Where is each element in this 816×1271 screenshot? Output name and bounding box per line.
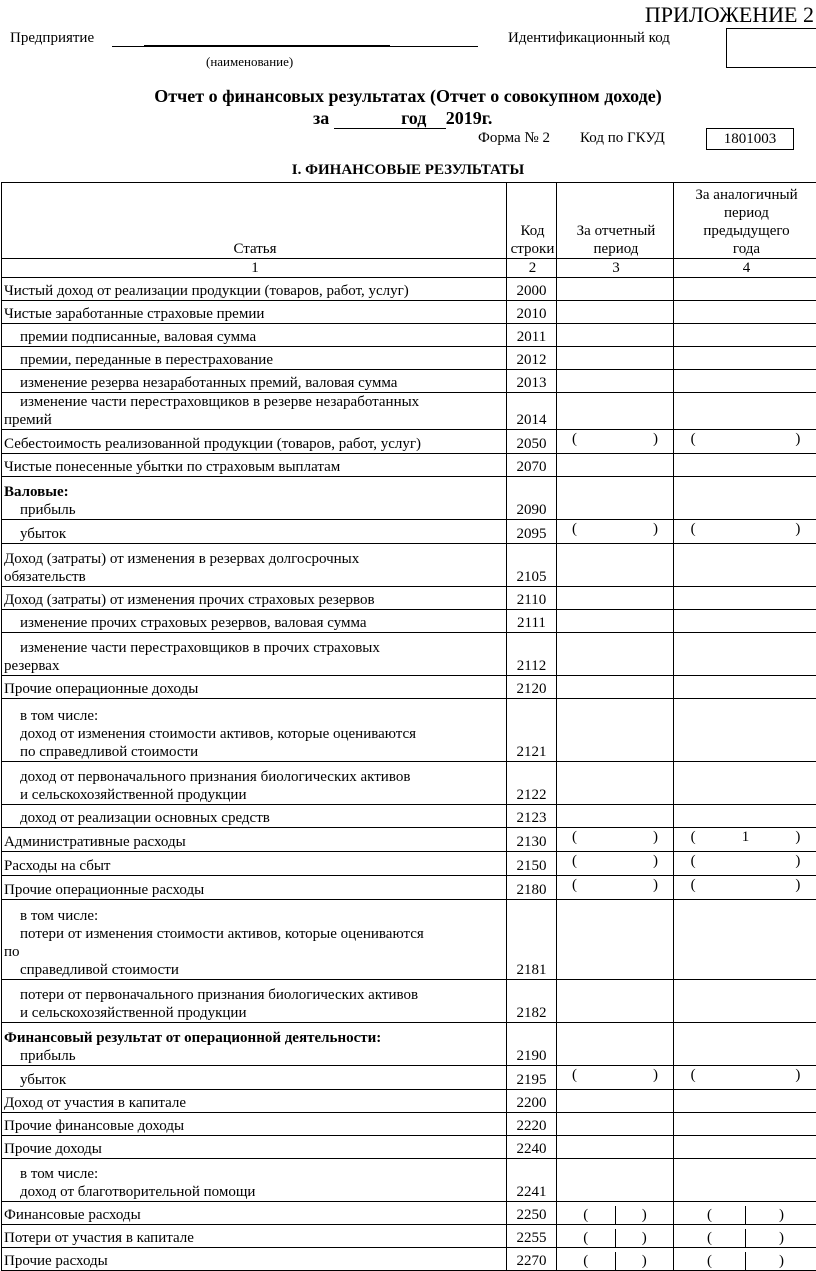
row-label-line: премий xyxy=(4,411,506,429)
financial-results-table xyxy=(1,182,816,1271)
row-label-line: Доход (затраты) от изменения в резервах долгосрочных xyxy=(4,550,506,568)
value-previous-period[interactable] xyxy=(674,980,816,1023)
row-code: 2122 xyxy=(507,762,557,805)
table-row xyxy=(2,1202,816,1225)
value-current-period[interactable]: ( ) xyxy=(557,1225,674,1248)
row-label-line: и сельскохозяйственной продукции xyxy=(4,1004,506,1022)
row-label: Финансовые расходы xyxy=(2,1202,507,1225)
row-code: 2180 xyxy=(507,876,557,900)
table-row xyxy=(2,876,816,900)
row-label: Прочие операционные расходы xyxy=(2,876,507,900)
row-code: 2255 xyxy=(507,1225,557,1248)
period-year: 2019г. xyxy=(446,108,493,128)
value-previous-period[interactable] xyxy=(674,347,816,370)
row-label: убыток xyxy=(2,520,507,544)
row-code: 2123 xyxy=(507,805,557,828)
table-row xyxy=(2,1136,816,1159)
period-blank[interactable] xyxy=(334,108,382,129)
report-period xyxy=(313,108,492,129)
row-label: Прочие операционные доходы xyxy=(2,676,507,699)
row-code: 2250 xyxy=(507,1202,557,1225)
row-label-line: прибыль xyxy=(4,1047,506,1065)
row-label: изменение прочих страховых резервов, валовая сумма xyxy=(2,610,507,633)
row-label xyxy=(2,393,507,430)
row-code: 2241 xyxy=(507,1159,557,1202)
period-prefix: за xyxy=(313,108,329,128)
row-label-line: Финансовый результат от операционной деятельности: xyxy=(4,1029,506,1047)
enterprise-caption: (наименование) xyxy=(206,54,293,70)
column-number: 1 xyxy=(2,259,507,278)
row-label xyxy=(2,762,507,805)
value-current-period[interactable] xyxy=(557,699,674,762)
value-current-period[interactable] xyxy=(557,762,674,805)
form-number: Форма № 2 xyxy=(478,130,550,147)
row-label-line: и сельскохозяйственной продукции xyxy=(4,786,506,804)
row-label-line: потери от изменения стоимости активов, которые оцениваются xyxy=(4,925,506,943)
value-current-period[interactable] xyxy=(557,544,674,587)
row-label: Потери от участия в капитале xyxy=(2,1225,507,1248)
row-label-line: в том числе: xyxy=(4,907,506,925)
row-label-line: доход от изменения стоимости активов, которые оцениваются xyxy=(4,725,506,743)
row-label: Себестоимость реализованной продукции (товаров, работ, услуг) xyxy=(2,430,507,454)
value-previous-period[interactable] xyxy=(674,393,816,430)
header-previous: За аналогичный период предыдущего года xyxy=(674,183,816,259)
table-row xyxy=(2,1023,816,1066)
table-row xyxy=(2,852,816,876)
row-code: 2181 xyxy=(507,900,557,980)
row-label: Чистые заработанные страховые премии xyxy=(2,301,507,324)
table-row xyxy=(2,477,816,520)
value-current-period[interactable] xyxy=(557,1113,674,1136)
column-number: 4 xyxy=(674,259,816,278)
row-label-line: резервах xyxy=(4,657,506,675)
value-previous-period[interactable] xyxy=(674,324,816,347)
row-code: 2182 xyxy=(507,980,557,1023)
table-row xyxy=(2,676,816,699)
row-code: 2000 xyxy=(507,278,557,301)
header-article: Статья xyxy=(2,183,507,259)
value-previous-period[interactable] xyxy=(674,762,816,805)
value-current-period[interactable] xyxy=(557,301,674,324)
value-current-period[interactable] xyxy=(557,900,674,980)
table-row xyxy=(2,900,816,980)
row-label xyxy=(2,900,507,980)
table-row xyxy=(2,762,816,805)
row-code: 2150 xyxy=(507,852,557,876)
row-label xyxy=(2,699,507,762)
row-code: 2012 xyxy=(507,347,557,370)
gkud-value: 1801003 xyxy=(706,128,794,150)
value-previous-period[interactable]: ( ) xyxy=(674,852,816,876)
row-code: 2050 xyxy=(507,430,557,454)
table-row xyxy=(2,828,816,852)
value-current-period[interactable] xyxy=(557,278,674,301)
value-previous-period[interactable] xyxy=(674,1113,816,1136)
value-previous-period[interactable]: ( ) xyxy=(674,876,816,900)
table-row xyxy=(2,1248,816,1271)
value-previous-period[interactable]: ( ) xyxy=(674,1225,816,1248)
table-row xyxy=(2,324,816,347)
value-current-period[interactable] xyxy=(557,1159,674,1202)
row-code: 2110 xyxy=(507,587,557,610)
table-row xyxy=(2,347,816,370)
row-label: доход от реализации основных средств xyxy=(2,805,507,828)
value-current-period[interactable] xyxy=(557,805,674,828)
row-label: Прочие доходы xyxy=(2,1136,507,1159)
value-current-period[interactable] xyxy=(557,980,674,1023)
row-label xyxy=(2,544,507,587)
gkud-label: Код по ГКУД xyxy=(580,130,665,147)
value-previous-period[interactable]: ( ) xyxy=(674,1066,816,1090)
table-row xyxy=(2,980,816,1023)
value-current-period[interactable]: ( ) xyxy=(557,1066,674,1090)
row-label: изменение резерва незаработанных премий, валовая сумма xyxy=(2,370,507,393)
row-code: 2105 xyxy=(507,544,557,587)
table-row xyxy=(2,587,816,610)
section-title: I. ФИНАНСОВЫЕ РЕЗУЛЬТАТЫ xyxy=(0,162,816,179)
id-code-box[interactable] xyxy=(726,28,816,68)
row-label-line: потери от первоначального признания биологических активов xyxy=(4,986,506,1004)
value-previous-period[interactable]: ( ) xyxy=(674,1248,816,1271)
table-row xyxy=(2,544,816,587)
value-previous-period[interactable] xyxy=(674,610,816,633)
value-previous-period[interactable]: ( ) xyxy=(674,1202,816,1225)
value-previous-period[interactable] xyxy=(674,477,816,520)
table-row xyxy=(2,278,816,301)
row-code: 2090 xyxy=(507,477,557,520)
value-previous-period[interactable]: ( ) 1 xyxy=(674,828,816,852)
value-previous-period[interactable] xyxy=(674,370,816,393)
row-code: 2010 xyxy=(507,301,557,324)
value-previous-period[interactable] xyxy=(674,699,816,762)
value-current-period[interactable] xyxy=(557,587,674,610)
row-label: Расходы на сбыт xyxy=(2,852,507,876)
row-label: Доход от участия в капитале xyxy=(2,1090,507,1113)
value-current-period[interactable] xyxy=(557,610,674,633)
value-previous-period[interactable] xyxy=(674,1159,816,1202)
table-row xyxy=(2,633,816,676)
table-row xyxy=(2,1159,816,1202)
table-row xyxy=(2,699,816,762)
value-previous-period[interactable] xyxy=(674,544,816,587)
row-label-line: доход от благотворительной помощи xyxy=(4,1183,506,1201)
row-label: Административные расходы xyxy=(2,828,507,852)
row-label: Прочие расходы xyxy=(2,1248,507,1271)
row-label-line: прибыль xyxy=(4,501,506,519)
header-code: Код строки xyxy=(507,183,557,259)
table-row xyxy=(2,370,816,393)
column-number: 3 xyxy=(557,259,674,278)
row-label-line: изменение части перестраховщиков в резерве незаработанных xyxy=(4,393,506,411)
value-current-period[interactable] xyxy=(557,676,674,699)
value-previous-period[interactable] xyxy=(674,587,816,610)
row-label-line: справедливой стоимости xyxy=(4,961,506,979)
value-previous-period[interactable] xyxy=(674,633,816,676)
row-label: Доход (затраты) от изменения прочих страховых резервов xyxy=(2,587,507,610)
value-previous-period[interactable] xyxy=(674,301,816,324)
row-label-line: изменение части перестраховщиков в прочих страховых xyxy=(4,639,506,657)
row-code: 2130 xyxy=(507,828,557,852)
value-current-period[interactable] xyxy=(557,1136,674,1159)
table-row xyxy=(2,454,816,477)
column-number-row xyxy=(2,259,816,278)
value-previous-period[interactable] xyxy=(674,805,816,828)
row-code: 2013 xyxy=(507,370,557,393)
report-title: Отчет о финансовых результатах (Отчет о совокупном доходе) xyxy=(0,86,816,107)
row-code: 2120 xyxy=(507,676,557,699)
value-current-period[interactable] xyxy=(557,1090,674,1113)
value-previous-period[interactable] xyxy=(674,1136,816,1159)
column-number: 2 xyxy=(507,259,557,278)
row-label: Чистый доход от реализации продукции (товаров, работ, услуг) xyxy=(2,278,507,301)
row-code: 2220 xyxy=(507,1113,557,1136)
table-row xyxy=(2,1225,816,1248)
row-code: 2121 xyxy=(507,699,557,762)
value-current-period[interactable]: ( ) xyxy=(557,876,674,900)
period-word: год xyxy=(382,108,446,129)
row-label: Чистые понесенные убытки по страховым выплатам xyxy=(2,454,507,477)
value-current-period[interactable] xyxy=(557,1023,674,1066)
row-label xyxy=(2,633,507,676)
row-label xyxy=(2,1159,507,1202)
value-previous-period[interactable] xyxy=(674,1090,816,1113)
value-current-period[interactable]: ( ) xyxy=(557,1202,674,1225)
row-label-line: в том числе: xyxy=(4,1165,506,1183)
enterprise-label: Предприятие xyxy=(10,30,94,47)
table-row xyxy=(2,1066,816,1090)
table-row xyxy=(2,1113,816,1136)
value-current-period[interactable] xyxy=(557,393,674,430)
row-code: 2200 xyxy=(507,1090,557,1113)
enterprise-name-underline xyxy=(144,45,390,47)
table-row xyxy=(2,1090,816,1113)
row-code: 2111 xyxy=(507,610,557,633)
value-previous-period[interactable]: ( ) xyxy=(674,520,816,544)
header-current: За отчетный период xyxy=(557,183,674,259)
table-row xyxy=(2,301,816,324)
value-current-period[interactable]: ( ) xyxy=(557,828,674,852)
row-label: Прочие финансовые доходы xyxy=(2,1113,507,1136)
row-label xyxy=(2,980,507,1023)
value-current-period[interactable] xyxy=(557,324,674,347)
row-label-line: в том числе: xyxy=(4,707,506,725)
value-previous-period[interactable] xyxy=(674,676,816,699)
table-row xyxy=(2,805,816,828)
row-code: 2112 xyxy=(507,633,557,676)
value-current-period[interactable]: ( ) xyxy=(557,520,674,544)
row-code: 2095 xyxy=(507,520,557,544)
row-label: премии, переданные в перестрахование xyxy=(2,347,507,370)
value-current-period[interactable] xyxy=(557,370,674,393)
value-previous-period[interactable]: ( ) xyxy=(674,430,816,454)
row-code: 2195 xyxy=(507,1066,557,1090)
row-code: 2190 xyxy=(507,1023,557,1066)
value-current-period[interactable] xyxy=(557,454,674,477)
table-row xyxy=(2,520,816,544)
row-label-line: по справедливой стоимости xyxy=(4,743,506,761)
appendix-label: ПРИЛОЖЕНИЕ 2 xyxy=(645,2,814,28)
row-code: 2240 xyxy=(507,1136,557,1159)
row-label xyxy=(2,477,507,520)
value-current-period[interactable] xyxy=(557,633,674,676)
row-label-line: обязательств xyxy=(4,568,506,586)
id-code-label: Идентификационный код xyxy=(508,30,670,47)
row-code: 2014 xyxy=(507,393,557,430)
row-label: убыток xyxy=(2,1066,507,1090)
value-current-period[interactable]: ( ) xyxy=(557,430,674,454)
value-previous-period[interactable] xyxy=(674,900,816,980)
row-code: 2070 xyxy=(507,454,557,477)
row-label-line: по xyxy=(4,943,506,961)
row-code: 2011 xyxy=(507,324,557,347)
value-current-period[interactable] xyxy=(557,477,674,520)
value-previous-period[interactable] xyxy=(674,278,816,301)
row-label xyxy=(2,1023,507,1066)
row-label-line: доход от первоначального признания биологических активов xyxy=(4,768,506,786)
row-code: 2270 xyxy=(507,1248,557,1271)
value-previous-period[interactable] xyxy=(674,1023,816,1066)
value-previous-period[interactable] xyxy=(674,454,816,477)
row-label-line: Валовые: xyxy=(4,483,506,501)
table-row xyxy=(2,430,816,454)
row-label: премии подписанные, валовая сумма xyxy=(2,324,507,347)
value-current-period[interactable] xyxy=(557,347,674,370)
value-current-period[interactable]: ( ) xyxy=(557,852,674,876)
table-row xyxy=(2,393,816,430)
table-header-row xyxy=(2,183,816,259)
value-current-period[interactable]: ( ) xyxy=(557,1248,674,1271)
table-row xyxy=(2,610,816,633)
